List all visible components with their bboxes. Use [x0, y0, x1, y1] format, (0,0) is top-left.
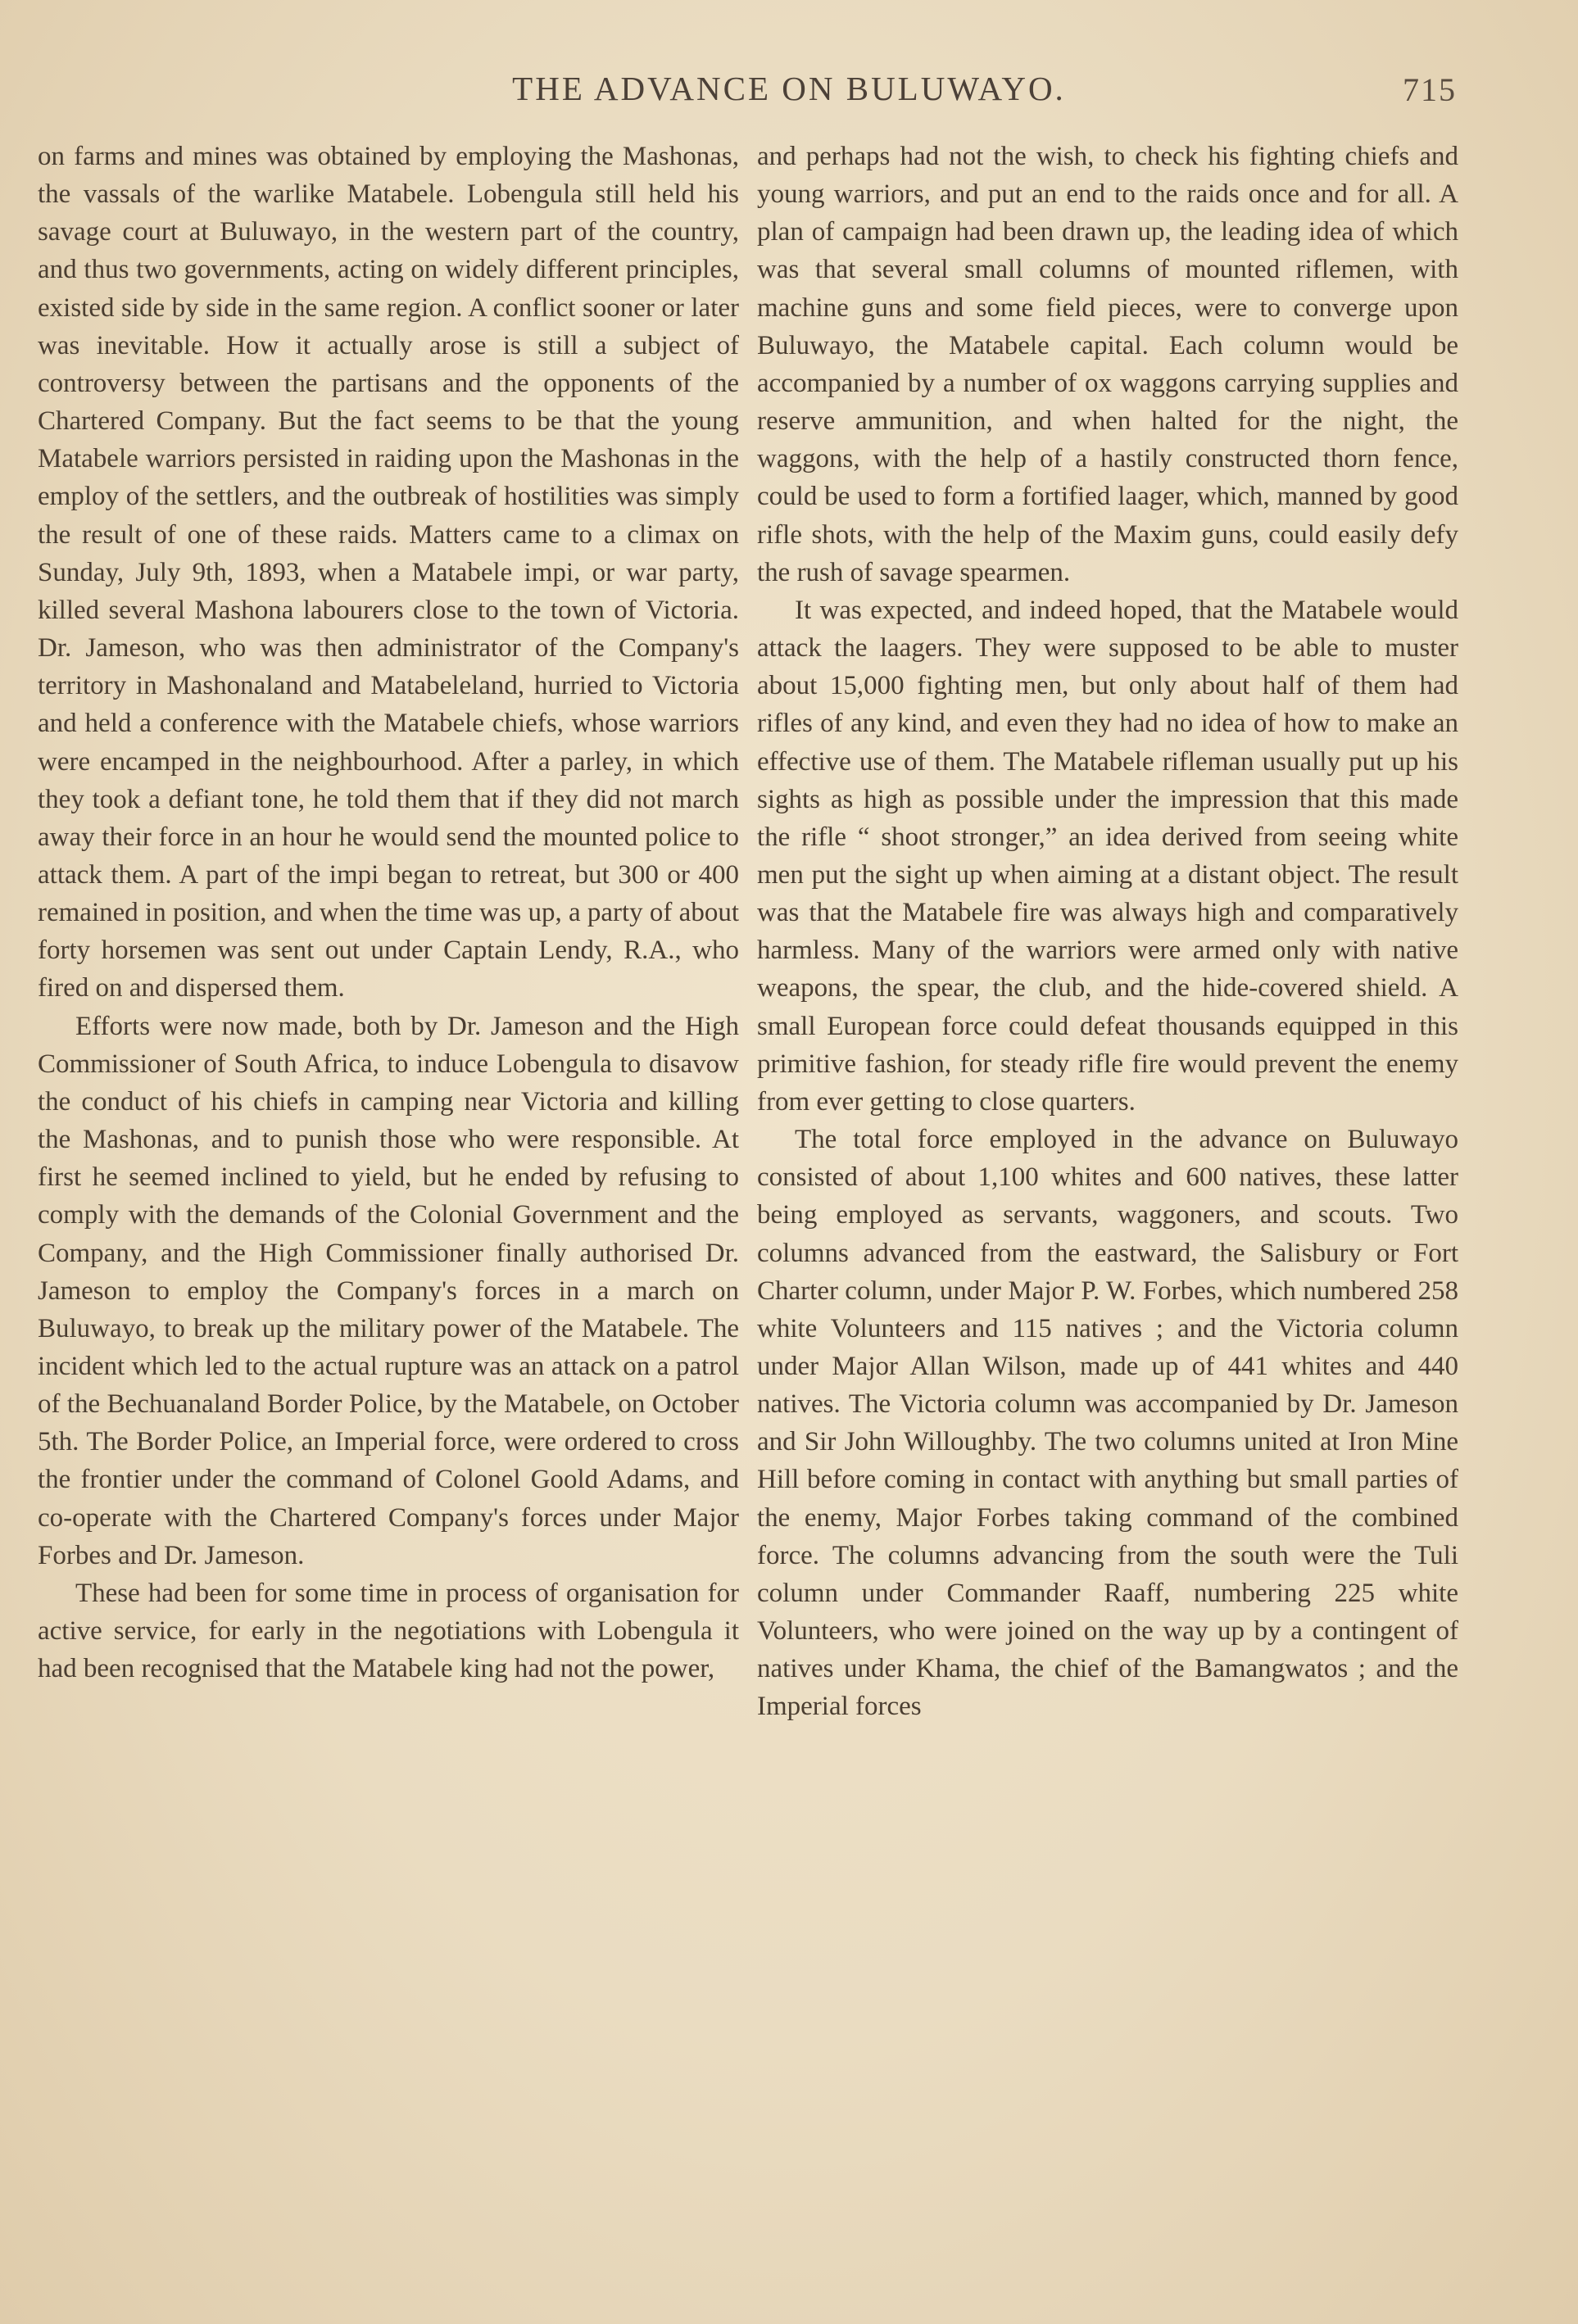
left-paragraph-3: These had been for some time in process of organisation for active service, for early in the negotiations with Lobengula it had been recognised that the Matabele king had not the power, — [38, 1578, 739, 1684]
right-paragraph-2: It was expected, and indeed hoped, that the Matabele would attack the laagers. They were supposed to be able to muster about 15,000 fighting men, but only about half of them had rifles of any kind, and even they had no idea of how to make an effective use of them. The Matabele rifleman usually put up his sights as high as possible under the impression that this made the rifle “ shoot stronger,” an idea derived from seeing white men put the sight up when aiming at a distant object. The result was that the Matabele fire was always high and comparatively harmless. Many of the warriors were armed only with native weapons, the spear, the club, and the hide-covered shield. A small European force could defeat thousands equipped in this primitive fashion, for steady rifle fire would prevent the enemy from ever getting to close quarters. — [757, 595, 1458, 1117]
right-paragraph-1: and perhaps had not the wish, to check his fighting chiefs and young warriors, and put an end to the raids once and for all. A plan of campaign had been drawn up, the leading idea of which was that several small columns of mounted riflemen, with machine guns and some field pieces, were to converge upon Buluwayo, the Matabele capital. Each column would be accompanied by a number of ox waggons carrying supplies and reserve ammunition, and when halted for the night, the waggons, with the help of a hastily constructed thorn fence, could be used to form a fortified laager, which, manned by good rifle shots, with the help of the Maxim guns, could easily defy the rush of savage spearmen. — [757, 142, 1458, 587]
page-number: 715 — [1403, 71, 1457, 108]
left-paragraph-2: Efforts were now made, both by Dr. Jameson and the High Commissioner of South Africa, to induce Lobengula to disavow the conduct of his chiefs in camping near Victoria and killing the Mashonas, and to punish those who were responsible. At first he seemed inclined to yield, but he ended by refusing to comply with the demands of the Colonial Government and the Company, and the High Commissioner finally authorised Dr. Jameson to employ the Company's forces in a march on Buluwayo, to break up the military power of the Matabele. The incident which led to the actual rupture was an attack on a patrol of the Bechuanaland Border Police, by the Matabele, on October 5th. The Border Police, an Imperial force, were ordered to cross the frontier under the command of Colonel Goold Adams, and co-operate with the Chartered Company's forces under Major Forbes and Dr. Jameson. — [38, 1011, 739, 1570]
right-paragraph-3: The total force employed in the advance on Buluwayo consisted of about 1,100 whites and 600 natives, these latter being employed as servants, waggoners, and scouts. Two columns advanced from the eastward, the Salisbury or Fort Charter column, under Major P. W. Forbes, which numbered 258 white Volunteers and 115 natives ; and the Victoria column under Major Allan Wilson, made up of 441 whites and 440 natives. The Victoria column was accompanied by Dr. Jameson and Sir John Willoughby. The two columns united at Iron Mine Hill before coming in contact with anything but small parties of the enemy, Major Forbes taking command of the combined force. The columns advancing from the south were the Tuli column under Commander Raaff, numbering 225 white Volunteers, who were joined on the way up by a contingent of natives under Khama, the chief of the Bamangwatos ; and the Imperial forces — [757, 1125, 1458, 1722]
right-column — [757, 138, 1458, 2251]
left-column — [38, 138, 739, 2251]
running-title: THE ADVANCE ON BULUWAYO. — [512, 70, 1066, 107]
left-paragraph-1: on farms and mines was obtained by employing the Mashonas, the vassals of the warlike Matabele. Lobengula still held his savage court at Buluwayo, in the western part of the country, and thus two governments, acting on widely different principles, existed side by side in the same region. A conflict sooner or later was inevitable. How it actually arose is still a subject of controversy between the partisans and the opponents of the Chartered Company. But the fact seems to be that the young Matabele warriors persisted in raiding upon the Mashonas in the employ of the settlers, and the outbreak of hostilities was simply the result of one of these raids. Matters came to a climax on Sunday, July 9th, 1893, when a Matabele impi, or war party, killed several Mashona labourers close to the town of Victoria. Dr. Jameson, who was then administrator of the Company's territory in Mashonaland and Matabeleland, hurried to Victoria and held a conference with the Matabele chiefs, whose warriors were encamped in the neighbourhood. After a parley, in which they took a defiant tone, he told them that if they did not march away their force in an hour he would send the mounted police to attack them. A part of the impi began to retreat, but 300 or 400 remained in position, and when the time was up, a party of about forty horsemen was sent out under Captain Lendy, R.A., who fired on and dispersed them. — [38, 142, 739, 1003]
